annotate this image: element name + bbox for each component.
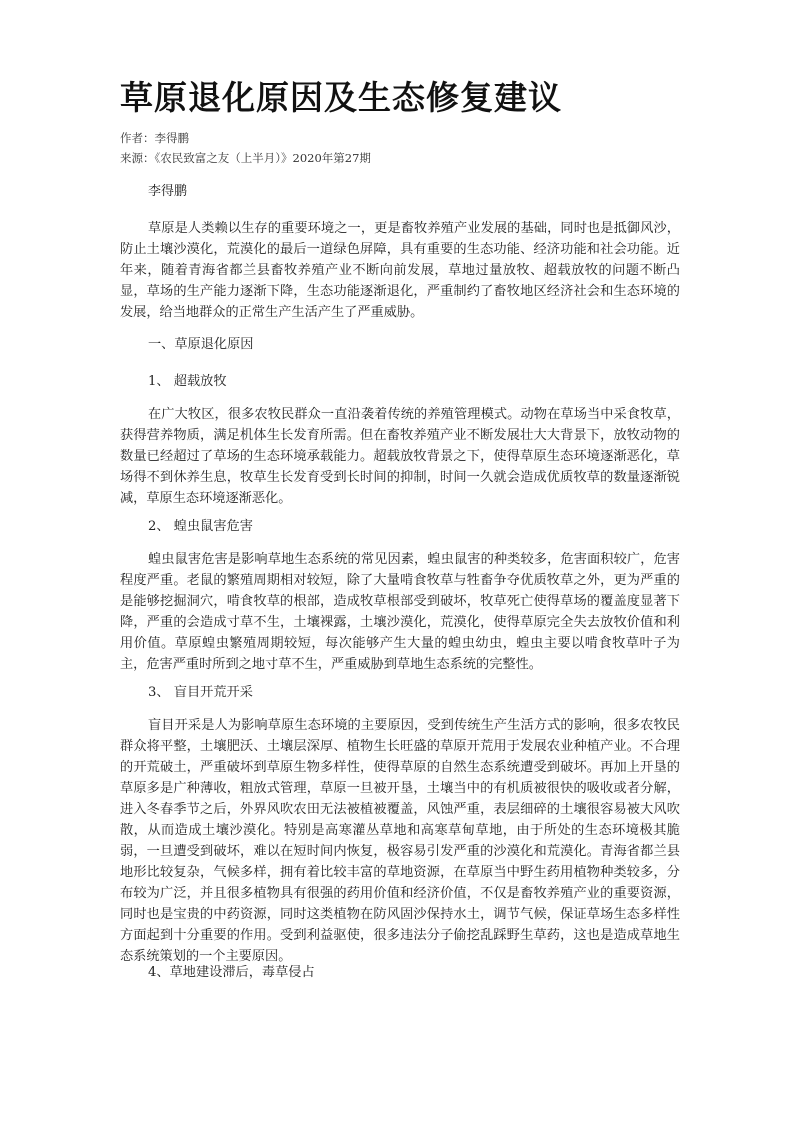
section-heading-causes: 一、草原退化原因 (148, 337, 254, 352)
subheading-reclamation: 3、 盲目开荒开采 (148, 685, 253, 700)
paragraph-pests: 蝗虫鼠害危害是影响草地生态系统的常见因素，蝗虫鼠害的种类较多，危害面积较广，危害程度严重。老鼠的繁殖周期相对较短，除了大量啃食牧草与牲畜争夺优质牧草之外，更为严重的是能够挖掘洞穴，啃食牧草的根部，造成牧草根部受到破坏，牧草死亡使得草场的覆盖度显著下降，严重的会造成寸草不生，土壤裸露，土壤沙漠化，荒漠化，使得草原完全失去放牧价值和利用价值。草原蝗虫繁殖周期较短，每次能够产生大量的蝗虫幼虫，蝗虫主要以啃食牧草叶子为主，危害严重时所到之地寸草不生，严重威胁到草地生态系统的完整性。 (120, 552, 680, 672)
intro-paragraph: 草原是人类赖以生存的重要环境之一，更是畜牧养殖产业发展的基础，同时也是抵御风沙，防止土壤沙漠化，荒漠化的最后一道绿色屏障，具有重要的生态功能、经济功能和社会功能。近年来，随着青海省都兰县畜牧养殖产业不断向前发展，草地过量放牧、超载放牧的问题不断凸显，草场的生产能力逐渐下降，生态功能逐渐退化，严重制约了畜牧地区经济社会和生态环境的发展，给当地群众的正常生产生活产生了严重威胁。 (120, 221, 680, 320)
subheading-pests: 2、 蝗虫鼠害危害 (148, 519, 253, 534)
paragraph-overgrazing: 在广大牧区，很多农牧民群众一直沿袭着传统的养殖管理模式。动物在草场当中采食牧草，获得营养物质，满足机体生长发育所需。但在畜牧养殖产业不断发展壮大大背景下，放牧动物的数量已经超过了草场的生态环境承载能力。超载放牧背景之下，使得草原生态环境逐渐恶化，草场得不到休养生息，牧草生长发育受到长时间的抑制，时间一久就会造成优质牧草的数量逐渐锐减，草原生态环境逐渐恶化。 (120, 407, 680, 506)
source-line: 来源：《农民致富之友（上半月）》2020年第27期 (120, 151, 371, 165)
subheading-overgrazing: 1、 超载放牧 (148, 374, 227, 389)
article-title: 草原退化原因及生态修复建议 (120, 78, 562, 117)
subheading-construction-lag: 4、草地建设滞后，毒草侵占 (148, 965, 315, 980)
author-line: 作者：李得鹏 (120, 131, 189, 145)
paragraph-reclamation: 盲目开采是人为影响草原生态环境的主要原因，受到传统生产生活方式的影响，很多农牧民群众将平整，土壤肥沃、土壤层深厚、植物生长旺盛的草原开荒用于发展农业种植产业。不合理的开荒破土，严重破坏到草原生物多样性，使得草原的自然生态系统遭受到破坏。再加上开垦的草原多是广种薄收，粗放式管理，草原一旦被开垦，土壤当中的有机质被很快的吸收或者分解，进入冬春季节之后，外界风吹农田无法被植被覆盖，风蚀严重，表层细碎的土壤很容易被大风吹散，从而造成土壤沙漠化。特别是高寒灌丛草地和高寒草甸草地，由于所处的生态环境极其脆弱，一旦遭受到破坏，难以在短时间内恢复，极容易引发严重的沙漠化和荒漠化。青海省都兰县地形比较复杂，气候多样，拥有着比较丰富的草地资源，在草原当中野生药用植物种类较多，分布较为广泛，并且很多植物具有很强的药用价值和经济价值，不仅是畜牧养殖产业的重要资源，同时也是宝贵的中药资源，同时这类植物在防风固沙保持水土，调节气候，保证草场生态多样性方面起到十分重要的作用。受到利益驱使，很多违法分子偷挖乱踩野生草药，这也是造成草地生态系统策划的一个主要原因。 (120, 718, 680, 964)
author-name: 李得鹏 (148, 184, 188, 199)
